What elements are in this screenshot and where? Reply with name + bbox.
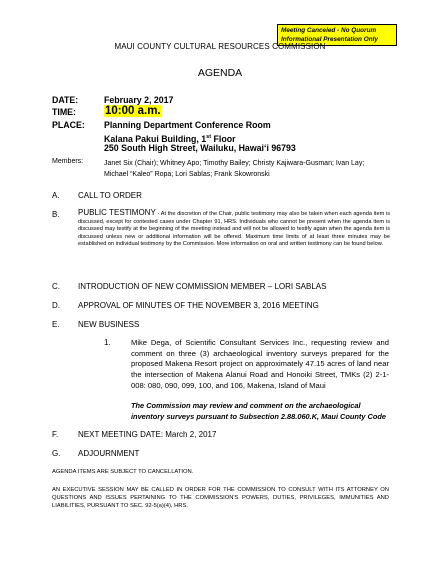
executive-session-note: AN EXECUTIVE SESSION MAY BE CALLED IN ORDER FOR THE COMMISSION TO CONSULT WITH ITS ATTORNEY ON QUESTIONS AND ISSUES PERTAINING TO THE COMMISSION'S POWERS, DUTIES, PRIVILEGES, IMMUNITIES AND LIABILITIES, PURSUANT TO SEC. 92-5(a)(4), HRS.: [52, 487, 389, 509]
item-b-title: PUBLIC TESTIMONY: [78, 208, 156, 217]
item-e-letter: E.: [52, 320, 60, 329]
page-title: AGENDA: [197, 67, 243, 79]
organization-name: MAUI COUNTY CULTURAL RESOURCES COMMISSION: [114, 42, 326, 51]
item-f-title: NEXT MEETING DATE: March 2, 2017: [78, 430, 217, 439]
members-label: Members:: [52, 158, 84, 165]
time-label: TIME:: [52, 107, 76, 117]
item-e-sub-number: 1.: [104, 338, 111, 347]
members-list: Janet Six (Chair); Whitney Apo; Timothy Bailey; Christy Kajiwara-Gusman; Ivan Lay; Michael “Kaleo” Ropa; Lori Sablas; Frank Skowronski: [104, 160, 365, 178]
place-line-2-main: Kalana Pakui Building, 1: [104, 133, 207, 144]
item-e-review-note: The Commission may review and comment on the archaeological inventory surveys pursuant to Subsection 2.88.060.K, Maui County Code: [131, 401, 387, 421]
place-label: PLACE:: [52, 120, 85, 130]
place-line-1: Planning Department Conference Room: [104, 120, 271, 130]
date-value: February 2, 2017: [104, 95, 174, 105]
item-e-title: NEW BUSINESS: [78, 320, 140, 329]
item-b-text: - At the discretion of the Chair, public testimony may also be taken when each agenda item is discussed, except for contested cases under Chapter 91, HRS. Individuals who cannot be present when the agenda item is discussed may testify at the beginning of the meeting instead and will not be allowed to testify again when the agenda item is discussed unless new or additional information will be offered. Maximum time limits of at least three minutes may be established on individual testimony by the Commission. More information on oral and written testimony can be found below.: [78, 211, 390, 248]
item-a-title: CALL TO ORDER: [78, 191, 142, 200]
item-c-title: INTRODUCTION OF NEW COMMISSION MEMBER – LORI SABLAS: [78, 282, 327, 291]
item-b-letter: B.: [52, 210, 60, 219]
place-line-2-end: Floor: [211, 133, 236, 144]
item-g-letter: G.: [52, 449, 61, 458]
time-value: 10:00 a.m.: [105, 105, 161, 117]
item-g-title: ADJOURNMENT: [78, 449, 140, 458]
date-label: DATE:: [52, 95, 79, 105]
item-e-sub-text: Mike Dega, of Scientific Consultant Services Inc., requesting review and comment on three (3) archaeological inventory surveys prepared for the proposed Makena Resort project on approximately 47.15 acres of land near the intersection of Makena Alanui Road and Honoiki Street, TMKs (2) 2-1-008: 080, 090, 099, 100, and 106, Makena, Island of Maui: [131, 338, 389, 390]
place-line-2-sup: st: [206, 134, 212, 140]
item-c-letter: C.: [52, 282, 60, 291]
place-line-3: 250 South High Street, Wailuku, Hawai‘i 96793: [104, 143, 296, 153]
notice-line-2: Informational Presentation Only: [281, 36, 378, 43]
item-a-letter: A.: [52, 191, 60, 200]
item-d-title: APPROVAL OF MINUTES OF THE NOVEMBER 3, 2016 MEETING: [78, 301, 319, 310]
item-f-letter: F.: [52, 430, 59, 439]
cancellation-note: AGENDA ITEMS ARE SUBJECT TO CANCELLATION.: [52, 469, 194, 475]
item-b-public-testimony: [78, 209, 390, 249]
notice-line-1: Meeting Canceled - No Quorum: [281, 27, 377, 34]
item-d-letter: D.: [52, 301, 60, 310]
